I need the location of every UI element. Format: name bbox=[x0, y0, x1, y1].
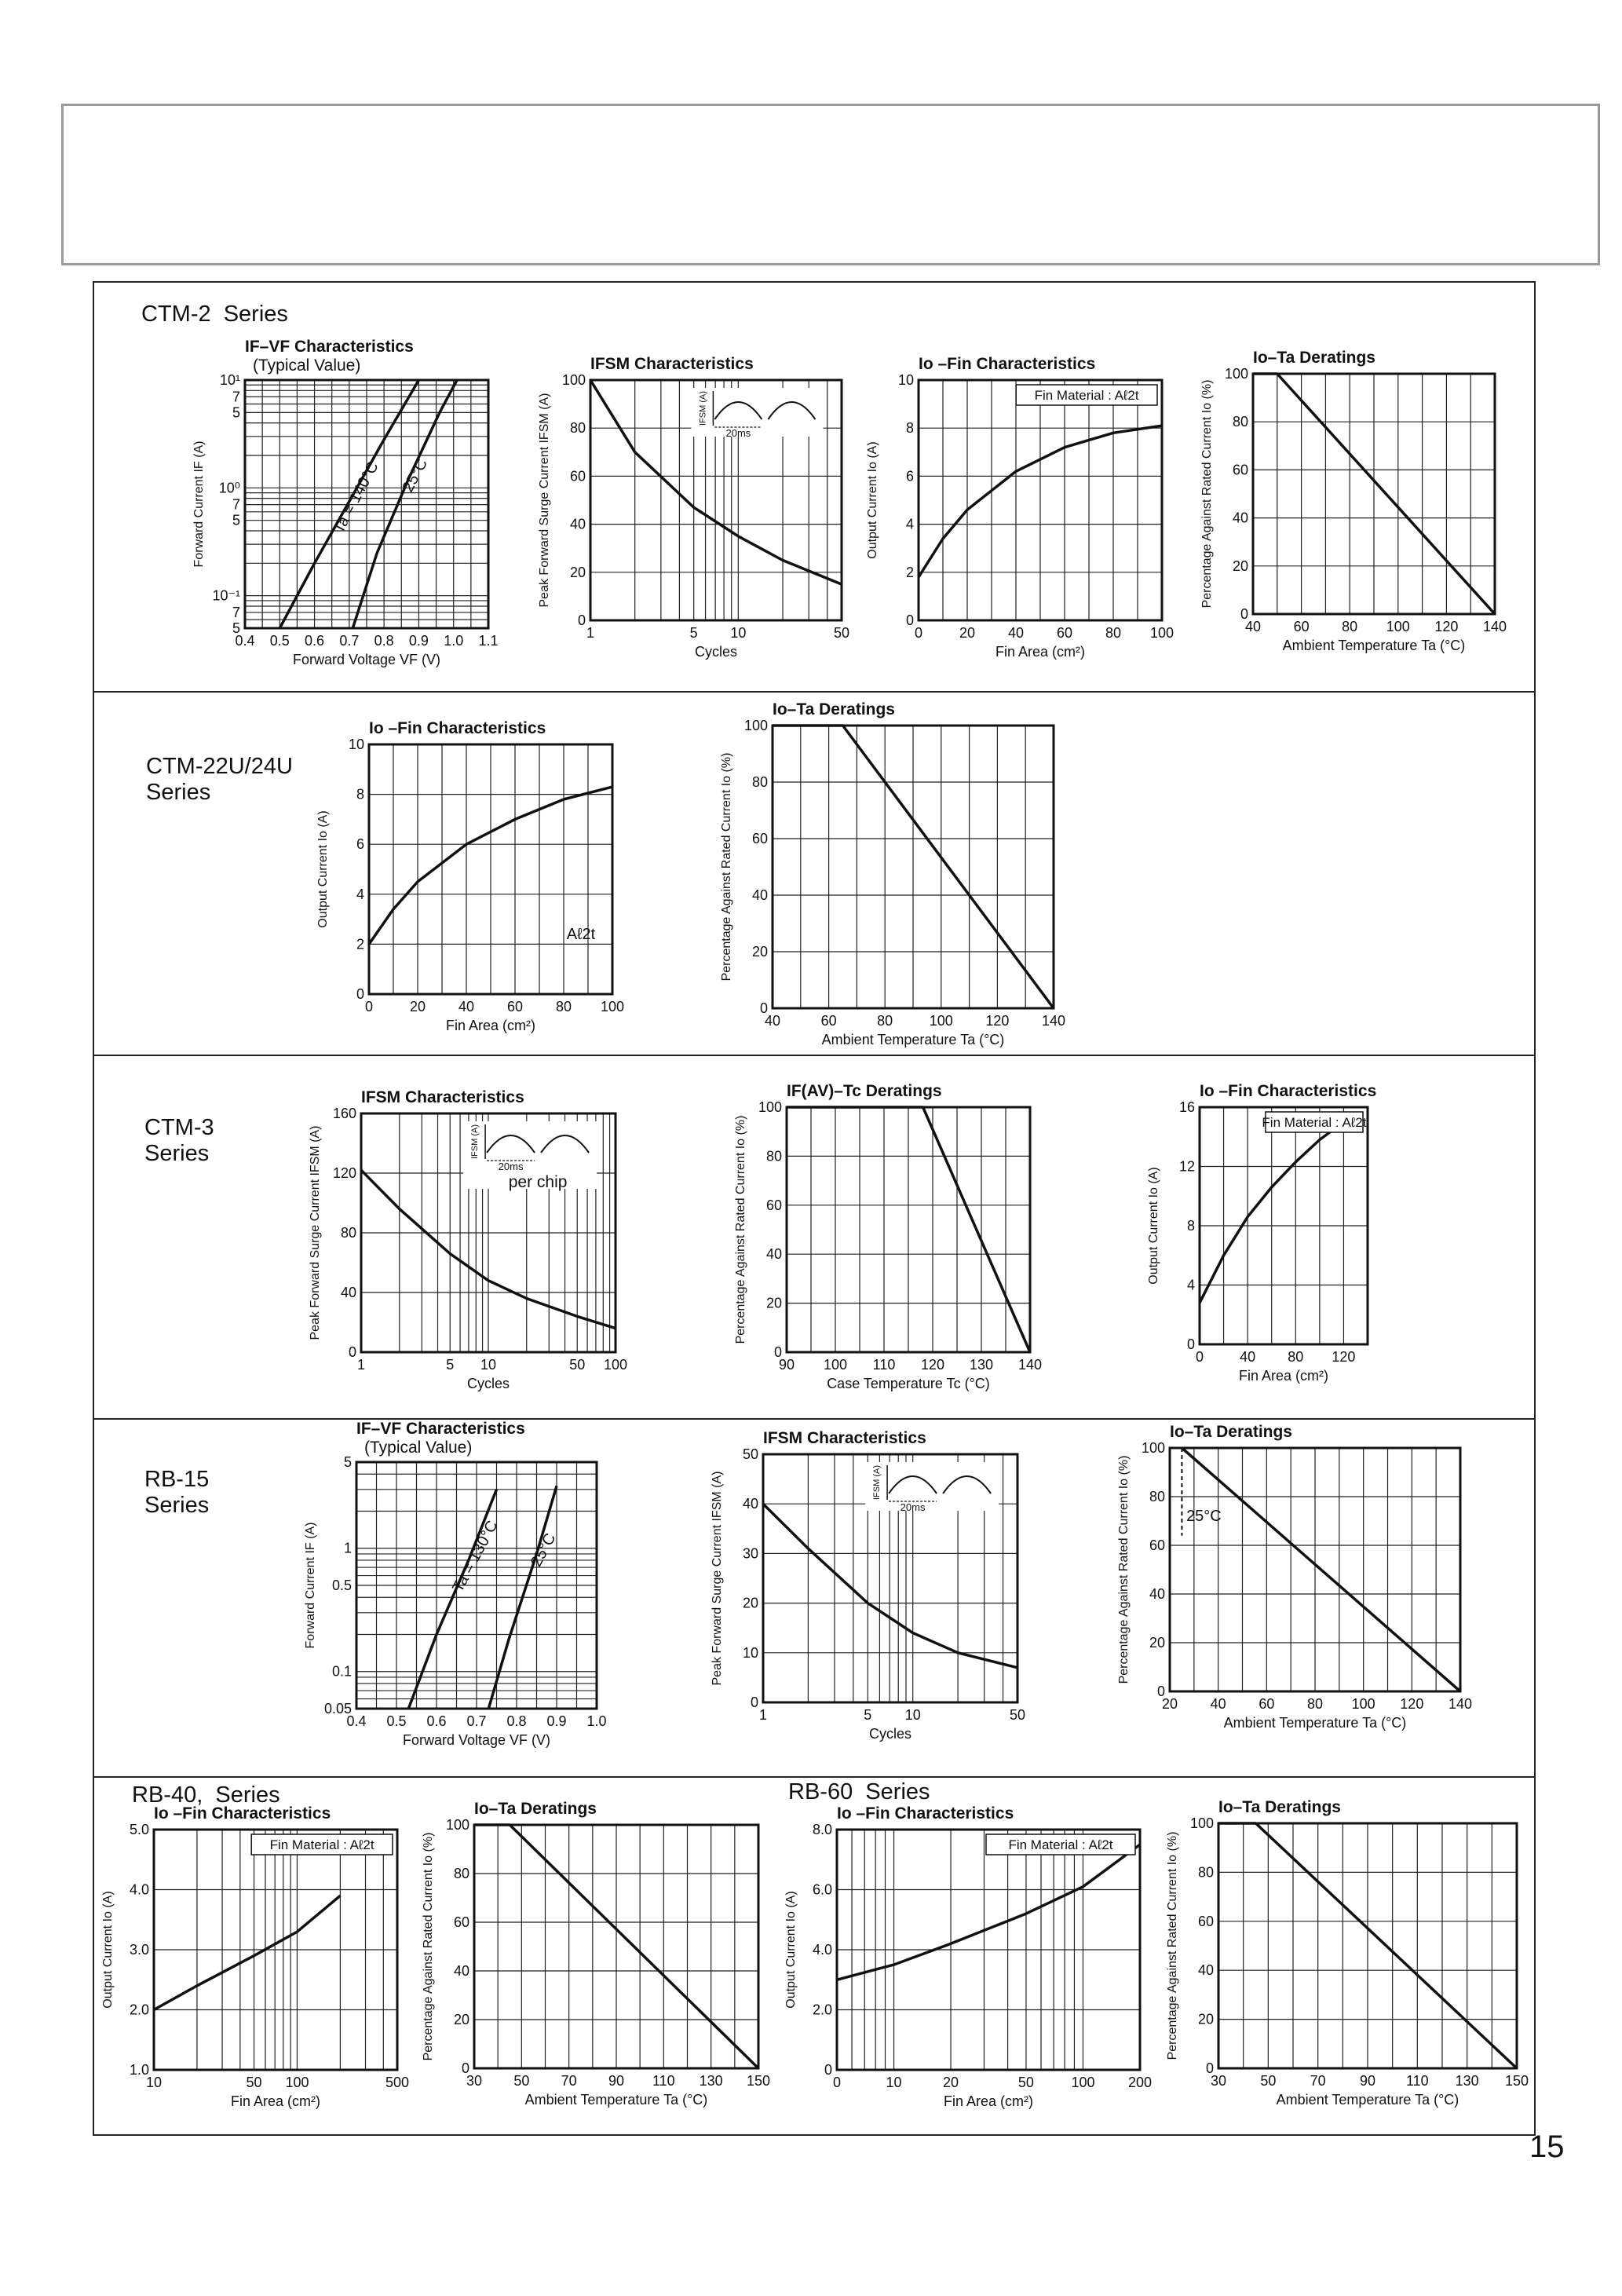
inset-axis-label: IFSM (A) bbox=[698, 391, 708, 426]
x-tick-label: 100 bbox=[1071, 2075, 1095, 2090]
x-tick-label: 100 bbox=[600, 999, 625, 1015]
y-tick-label: 60 bbox=[569, 468, 586, 484]
y-tick-label: 80 bbox=[765, 1148, 782, 1164]
y-tick-label: 5 bbox=[232, 404, 240, 421]
x-axis-label: Fin Area (cm²) bbox=[995, 644, 1086, 660]
x-tick-label: 5 bbox=[689, 625, 698, 641]
x-tick-label: 0.9 bbox=[546, 1713, 567, 1729]
y-tick-label: 4.0 bbox=[129, 1881, 149, 1898]
chart-c10 bbox=[304, 1420, 607, 1748]
x-axis-label: Forward Voltage VF (V) bbox=[402, 1732, 551, 1748]
x-tick-label: 10 bbox=[730, 625, 747, 641]
y-tick-label: 10 bbox=[348, 737, 364, 752]
series-line bbox=[763, 1504, 1017, 1668]
y-tick-label: 0 bbox=[824, 2062, 832, 2078]
x-tick-label: 40 bbox=[1240, 1349, 1256, 1365]
y-tick-label: 100 bbox=[758, 1099, 782, 1115]
x-tick-label: 10 bbox=[480, 1357, 497, 1373]
y-tick-label: 10 bbox=[897, 372, 914, 388]
y-tick-label: 4.0 bbox=[812, 1942, 832, 1958]
y-tick-label: 20 bbox=[751, 944, 768, 960]
y-tick-label: 100 bbox=[743, 718, 768, 733]
x-tick-label: 1.0 bbox=[444, 633, 464, 649]
y-tick-label: 10 bbox=[742, 1644, 758, 1661]
x-tick-label: 100 bbox=[1149, 625, 1174, 641]
x-tick-label: 60 bbox=[506, 999, 524, 1015]
x-tick-label: 5 bbox=[864, 1707, 872, 1723]
x-tick-label: 0.9 bbox=[408, 633, 429, 649]
chart-c1 bbox=[192, 338, 499, 667]
x-tick-label: 0 bbox=[364, 999, 374, 1015]
y-tick-label: 60 bbox=[1232, 462, 1248, 478]
y-tick-label: 0 bbox=[348, 1344, 356, 1360]
x-tick-label: 50 bbox=[833, 625, 850, 641]
y-tick-label: 10¹ bbox=[219, 372, 240, 388]
y-tick-label: 40 bbox=[340, 1285, 356, 1300]
inset-axis-label: IFSM (A) bbox=[872, 1465, 882, 1500]
chart-subtitle: (Typical Value) bbox=[253, 356, 361, 375]
x-axis-label: Cycles bbox=[868, 1726, 912, 1742]
chart-c12 bbox=[1117, 1423, 1472, 1731]
annotation-label: 25°C bbox=[528, 1530, 560, 1570]
y-tick-label: 60 bbox=[453, 1914, 469, 1930]
x-tick-label: 30 bbox=[1210, 2073, 1227, 2089]
y-axis-label: Output Current Io (A) bbox=[866, 441, 879, 559]
series-label-rb40: RB-40, Series bbox=[132, 1782, 280, 1808]
x-tick-label: 100 bbox=[1386, 619, 1410, 634]
x-tick-label: 0 bbox=[914, 625, 923, 641]
x-tick-label: 110 bbox=[1405, 2073, 1429, 2089]
y-axis-label: Peak Forward Surge Current IFSM (A) bbox=[309, 1125, 322, 1340]
y-tick-label: 0 bbox=[773, 1344, 782, 1360]
y-axis-label: Percentage Against Rated Current Io (%) bbox=[734, 1115, 747, 1344]
x-tick-label: 140 bbox=[1017, 1357, 1043, 1373]
x-tick-label: 150 bbox=[746, 2073, 771, 2089]
x-axis-label: Fin Area (cm²) bbox=[230, 2093, 321, 2109]
x-tick-label: 0 bbox=[1195, 1349, 1204, 1365]
x-tick-label: 0 bbox=[832, 2075, 842, 2090]
chart-title: IFSM Characteristics bbox=[361, 1088, 524, 1106]
y-tick-label: 0.05 bbox=[323, 1701, 352, 1717]
x-axis-label: Cycles bbox=[694, 644, 738, 660]
series-line bbox=[154, 1896, 340, 2009]
x-tick-label: 120 bbox=[1400, 1696, 1424, 1712]
y-tick-label: 80 bbox=[1232, 414, 1248, 430]
x-axis-label: Fin Area (cm²) bbox=[445, 1018, 536, 1033]
x-tick-label: 50 bbox=[569, 1357, 586, 1373]
inset-pulse-label: 20ms bbox=[498, 1161, 524, 1172]
y-tick-label: 0 bbox=[1156, 1684, 1165, 1699]
x-tick-label: 10 bbox=[145, 2075, 163, 2090]
x-tick-label: 130 bbox=[969, 1357, 994, 1373]
x-tick-label: 0.5 bbox=[269, 633, 290, 649]
x-axis-label: Ambient Temperature Ta (°C) bbox=[821, 1032, 1005, 1047]
x-tick-label: 120 bbox=[1332, 1349, 1356, 1365]
y-tick-label: 8 bbox=[905, 420, 914, 437]
y-tick-label: 20 bbox=[1197, 2011, 1214, 2027]
y-tick-label: 16 bbox=[1178, 1099, 1195, 1115]
y-axis-label: Forward Current IF (A) bbox=[192, 441, 206, 568]
x-tick-label: 100 bbox=[929, 1013, 953, 1029]
x-tick-label: 50 bbox=[246, 2075, 262, 2090]
chart-c16 bbox=[1166, 1798, 1529, 2108]
x-tick-label: 10 bbox=[886, 2075, 902, 2090]
annotation-label: Aℓ2t bbox=[566, 926, 596, 943]
x-tick-label: 0.6 bbox=[305, 633, 325, 649]
y-tick-label: 2 bbox=[356, 936, 364, 952]
x-tick-label: 60 bbox=[1056, 625, 1073, 641]
y-tick-label: 5.0 bbox=[129, 1822, 149, 1837]
chart-title: Io –Fin Characteristics bbox=[837, 1804, 1014, 1823]
x-axis-label: Cycles bbox=[466, 1376, 510, 1391]
inset-pulse-label: 20ms bbox=[900, 1501, 926, 1513]
x-tick-label: 1 bbox=[586, 625, 595, 641]
x-tick-label: 40 bbox=[1210, 1696, 1226, 1712]
series-label-rb60: RB-60 Series bbox=[788, 1779, 930, 1804]
y-tick-label: 0 bbox=[1205, 2060, 1214, 2076]
x-tick-label: 100 bbox=[823, 1357, 848, 1373]
x-tick-label: 20 bbox=[943, 2075, 959, 2090]
chart-subtitle: (Typical Value) bbox=[364, 1439, 473, 1457]
y-tick-label: 0 bbox=[750, 1695, 758, 1710]
y-tick-label: 80 bbox=[453, 1866, 469, 1881]
x-tick-label: 120 bbox=[985, 1013, 1010, 1029]
inset-axis-label: IFSM (A) bbox=[470, 1124, 480, 1159]
x-tick-label: 50 bbox=[513, 2073, 530, 2089]
x-tick-label: 60 bbox=[820, 1013, 837, 1029]
x-tick-label: 40 bbox=[1244, 619, 1262, 634]
y-tick-label: 6.0 bbox=[812, 1881, 832, 1898]
y-tick-label: 6 bbox=[356, 836, 364, 853]
x-tick-label: 60 bbox=[1293, 619, 1310, 634]
y-tick-label: 12 bbox=[1178, 1158, 1195, 1175]
y-tick-label: 0.5 bbox=[331, 1578, 352, 1593]
inset-pulse-label: 20ms bbox=[725, 427, 751, 439]
y-tick-label: 80 bbox=[751, 774, 768, 790]
x-tick-label: 90 bbox=[608, 2073, 625, 2089]
y-tick-label: 2.0 bbox=[129, 2002, 149, 2018]
y-tick-label: 3.0 bbox=[129, 1942, 149, 1958]
x-tick-label: 30 bbox=[466, 2073, 483, 2089]
y-tick-label: 60 bbox=[751, 831, 768, 846]
x-tick-label: 120 bbox=[920, 1357, 945, 1373]
y-tick-label: 4 bbox=[356, 886, 364, 902]
y-tick-label: 5 bbox=[343, 1454, 352, 1470]
chart-title: Io –Fin Characteristics bbox=[1200, 1082, 1377, 1100]
y-tick-label: 60 bbox=[1197, 1913, 1214, 1929]
chart-c15 bbox=[784, 1804, 1152, 2109]
series-label-rb15: RB-15 Series bbox=[144, 1467, 210, 1518]
x-tick-label: 110 bbox=[872, 1357, 896, 1373]
x-tick-label: 500 bbox=[385, 2075, 410, 2090]
y-tick-label: 60 bbox=[1149, 1537, 1165, 1553]
chart-title: IF–VF Characteristics bbox=[356, 1420, 525, 1438]
x-tick-label: 100 bbox=[603, 1357, 628, 1373]
x-tick-label: 1 bbox=[758, 1707, 768, 1723]
series-line bbox=[1182, 1448, 1460, 1691]
x-tick-label: 5 bbox=[446, 1357, 455, 1373]
chart-title: IFSM Characteristics bbox=[590, 355, 754, 373]
x-tick-label: 40 bbox=[1007, 625, 1025, 641]
chart-c4 bbox=[1200, 349, 1507, 653]
y-tick-label: 20 bbox=[765, 1295, 782, 1311]
x-tick-label: 70 bbox=[1310, 2073, 1326, 2089]
x-tick-label: 100 bbox=[285, 2075, 309, 2090]
x-tick-label: 50 bbox=[1017, 2075, 1034, 2090]
x-tick-label: 140 bbox=[1448, 1696, 1473, 1712]
annotation-label: 25°C bbox=[399, 455, 432, 495]
x-tick-label: 20 bbox=[959, 625, 976, 641]
x-tick-label: 0.6 bbox=[426, 1713, 447, 1729]
y-tick-label: 0 bbox=[1186, 1336, 1195, 1352]
y-tick-label: 0 bbox=[577, 612, 586, 628]
x-tick-label: 0.7 bbox=[466, 1713, 487, 1729]
y-tick-label: 8 bbox=[356, 786, 364, 803]
x-axis-label: Forward Voltage VF (V) bbox=[292, 652, 441, 667]
y-tick-label: 40 bbox=[1232, 510, 1248, 526]
x-tick-label: 20 bbox=[409, 999, 426, 1015]
y-tick-label: 100 bbox=[445, 1817, 469, 1833]
y-axis-label: Percentage Against Rated Current Io (%) bbox=[1117, 1455, 1131, 1684]
y-tick-label: 8.0 bbox=[812, 1822, 832, 1837]
chart-title: Io –Fin Characteristics bbox=[369, 719, 546, 737]
chart-c13 bbox=[101, 1804, 409, 2109]
y-tick-label: 6 bbox=[905, 468, 914, 484]
page-number: 15 bbox=[1529, 2130, 1565, 2164]
y-axis-label: Forward Current IF (A) bbox=[304, 1522, 317, 1649]
chart-title: IFSM Characteristics bbox=[763, 1429, 926, 1447]
x-tick-label: 110 bbox=[652, 2073, 675, 2089]
chart-title: Io–Ta Deratings bbox=[474, 1800, 597, 1818]
chart-c9 bbox=[1147, 1082, 1376, 1384]
annotation-label: Ta = 130°C bbox=[449, 1517, 502, 1596]
chart-title: IF(AV)–Tc Deratings bbox=[787, 1082, 942, 1100]
y-axis-label: Output Current Io (A) bbox=[316, 810, 330, 928]
chart-c6 bbox=[720, 700, 1065, 1047]
x-tick-label: 140 bbox=[1041, 1013, 1066, 1029]
y-axis-label: Peak Forward Surge Current IFSM (A) bbox=[711, 1471, 724, 1686]
legend-label: Fin Material : Aℓ2t bbox=[269, 1837, 374, 1852]
x-axis-label: Ambient Temperature Ta (°C) bbox=[1276, 2092, 1459, 2108]
y-tick-label: 0 bbox=[461, 2060, 469, 2076]
x-tick-label: 1.1 bbox=[478, 633, 499, 649]
x-tick-label: 80 bbox=[877, 1013, 893, 1029]
y-tick-label: 7 bbox=[232, 604, 240, 620]
y-axis-label: Peak Forward Surge Current IFSM (A) bbox=[538, 393, 551, 608]
y-tick-label: 60 bbox=[765, 1197, 782, 1213]
chart-c7 bbox=[309, 1088, 627, 1391]
y-tick-label: 7 bbox=[232, 496, 240, 513]
x-axis-label: Ambient Temperature Ta (°C) bbox=[1282, 638, 1466, 653]
y-tick-label: 100 bbox=[1224, 366, 1248, 382]
y-axis-label: Percentage Against Rated Current Io (%) bbox=[422, 1832, 435, 2061]
y-tick-label: 4 bbox=[1186, 1277, 1195, 1293]
y-tick-label: 50 bbox=[742, 1446, 758, 1462]
series-label-ctm2: CTM-2 Series bbox=[141, 302, 288, 327]
series-line bbox=[353, 380, 457, 628]
x-tick-label: 50 bbox=[1260, 2073, 1277, 2089]
x-tick-label: 150 bbox=[1504, 2073, 1529, 2089]
y-axis-label: Output Current Io (A) bbox=[784, 1891, 798, 2009]
x-axis-label: Ambient Temperature Ta (°C) bbox=[1223, 1715, 1407, 1731]
series-label-ctm3: CTM-3 Series bbox=[144, 1115, 214, 1166]
chart-c5 bbox=[316, 719, 624, 1033]
y-tick-label: 30 bbox=[742, 1545, 758, 1562]
y-tick-label: 40 bbox=[1197, 1962, 1214, 1979]
chart-title: Io–Ta Deratings bbox=[1218, 1798, 1341, 1816]
chart-c3 bbox=[866, 355, 1174, 660]
x-tick-label: 1 bbox=[356, 1357, 366, 1373]
y-tick-label: 40 bbox=[765, 1246, 782, 1263]
y-tick-label: 40 bbox=[742, 1496, 758, 1512]
series-line bbox=[837, 1844, 1140, 1980]
chart-title: Io –Fin Characteristics bbox=[154, 1804, 331, 1823]
legend-label: Fin Material : Aℓ2t bbox=[1262, 1115, 1367, 1130]
x-tick-label: 0.8 bbox=[506, 1713, 527, 1729]
y-tick-label: 100 bbox=[1189, 1815, 1214, 1831]
x-tick-label: 130 bbox=[1455, 2073, 1479, 2089]
annotation-label: Ta = 140°C bbox=[330, 459, 382, 536]
y-tick-label: 20 bbox=[1149, 1635, 1165, 1651]
y-tick-label: 40 bbox=[1149, 1586, 1165, 1602]
x-tick-label: 100 bbox=[1351, 1696, 1375, 1712]
y-tick-label: 20 bbox=[453, 2012, 469, 2027]
y-axis-label: Percentage Against Rated Current Io (%) bbox=[720, 752, 733, 982]
x-tick-label: 40 bbox=[458, 999, 475, 1015]
x-tick-label: 90 bbox=[778, 1357, 795, 1373]
legend-label: Fin Material : Aℓ2t bbox=[1034, 388, 1139, 403]
y-tick-label: 8 bbox=[1186, 1218, 1195, 1234]
x-tick-label: 200 bbox=[1127, 2075, 1153, 2090]
y-tick-label: 40 bbox=[751, 887, 768, 903]
chart-title: IF–VF Characteristics bbox=[245, 338, 414, 356]
x-tick-label: 1.0 bbox=[586, 1713, 607, 1729]
x-tick-label: 20 bbox=[1161, 1696, 1178, 1712]
x-tick-label: 80 bbox=[555, 999, 572, 1015]
y-tick-label: 0 bbox=[759, 1000, 768, 1016]
x-tick-label: 140 bbox=[1482, 619, 1507, 634]
y-axis-label: Percentage Against Rated Current Io (%) bbox=[1166, 1831, 1179, 2060]
x-axis-label: Ambient Temperature Ta (°C) bbox=[524, 2092, 708, 2108]
x-tick-label: 50 bbox=[1009, 1707, 1026, 1723]
y-tick-label: 80 bbox=[340, 1225, 356, 1241]
x-tick-label: 0.5 bbox=[386, 1713, 407, 1729]
y-tick-label: 5 bbox=[232, 512, 240, 528]
x-axis-label: Fin Area (cm²) bbox=[1238, 1368, 1329, 1384]
x-tick-label: 0.8 bbox=[374, 633, 394, 649]
y-tick-label: 20 bbox=[742, 1595, 758, 1611]
x-axis-label: Fin Area (cm²) bbox=[943, 2093, 1034, 2109]
legend-label: Fin Material : Aℓ2t bbox=[1008, 1837, 1113, 1852]
y-tick-label: 40 bbox=[569, 516, 586, 532]
y-tick-label: 80 bbox=[569, 420, 586, 437]
x-tick-label: 120 bbox=[1434, 619, 1459, 634]
y-tick-label: 80 bbox=[1149, 1489, 1165, 1504]
y-tick-label: 0 bbox=[1240, 606, 1248, 622]
x-tick-label: 0.4 bbox=[235, 633, 255, 649]
chart-title: Io–Ta Deratings bbox=[773, 700, 895, 718]
y-axis-label: Output Current Io (A) bbox=[101, 1891, 115, 2009]
chart-c8 bbox=[734, 1082, 1042, 1391]
x-tick-label: 10 bbox=[904, 1707, 921, 1723]
y-axis-label: Percentage Against Rated Current Io (%) bbox=[1200, 379, 1214, 609]
inset-note: per chip bbox=[508, 1173, 568, 1191]
y-tick-label: 7 bbox=[232, 389, 240, 405]
y-tick-label: 1 bbox=[343, 1540, 352, 1556]
chart-title: Io –Fin Characteristics bbox=[919, 355, 1096, 373]
x-tick-label: 130 bbox=[699, 2073, 723, 2089]
y-tick-label: 120 bbox=[332, 1165, 356, 1181]
y-tick-label: 40 bbox=[453, 1963, 469, 1979]
y-tick-label: 100 bbox=[561, 372, 586, 388]
y-tick-label: 10⁻¹ bbox=[212, 587, 240, 604]
y-tick-label: 0 bbox=[905, 612, 914, 628]
y-tick-label: 0 bbox=[356, 986, 364, 1002]
x-tick-label: 80 bbox=[1105, 625, 1122, 641]
y-tick-label: 20 bbox=[569, 564, 586, 580]
y-tick-label: 10⁰ bbox=[218, 480, 240, 496]
chart-c11 bbox=[711, 1429, 1025, 1742]
y-tick-label: 0.1 bbox=[331, 1663, 352, 1680]
y-tick-label: 160 bbox=[332, 1106, 356, 1121]
y-tick-label: 5 bbox=[232, 620, 240, 636]
x-tick-label: 0.7 bbox=[339, 633, 360, 649]
y-tick-label: 2.0 bbox=[812, 2002, 832, 2018]
chart-c14 bbox=[422, 1800, 770, 2108]
annotation-label: 25°C bbox=[1186, 1508, 1222, 1525]
x-tick-label: 80 bbox=[1288, 1349, 1304, 1365]
chart-title: Io–Ta Deratings bbox=[1253, 349, 1375, 367]
x-tick-label: 90 bbox=[1359, 2073, 1376, 2089]
y-tick-label: 4 bbox=[905, 516, 914, 532]
x-axis-label: Case Temperature Tc (°C) bbox=[827, 1376, 990, 1391]
x-tick-label: 70 bbox=[561, 2073, 577, 2089]
y-tick-label: 80 bbox=[1197, 1864, 1214, 1881]
chart-c2 bbox=[538, 355, 849, 660]
y-axis-label: Output Current Io (A) bbox=[1147, 1167, 1160, 1285]
series-label-ctm22: CTM-22U/24U Series bbox=[146, 754, 293, 805]
x-tick-label: 80 bbox=[1342, 619, 1358, 634]
y-tick-label: 2 bbox=[905, 564, 914, 580]
y-tick-label: 1.0 bbox=[129, 2062, 149, 2078]
y-tick-label: 20 bbox=[1232, 558, 1248, 574]
x-tick-label: 60 bbox=[1259, 1696, 1275, 1712]
x-tick-label: 40 bbox=[764, 1013, 781, 1029]
x-tick-label: 0.4 bbox=[346, 1713, 367, 1729]
x-tick-label: 80 bbox=[1306, 1696, 1324, 1712]
chart-title: Io–Ta Deratings bbox=[1170, 1423, 1292, 1441]
y-tick-label: 100 bbox=[1141, 1440, 1165, 1456]
